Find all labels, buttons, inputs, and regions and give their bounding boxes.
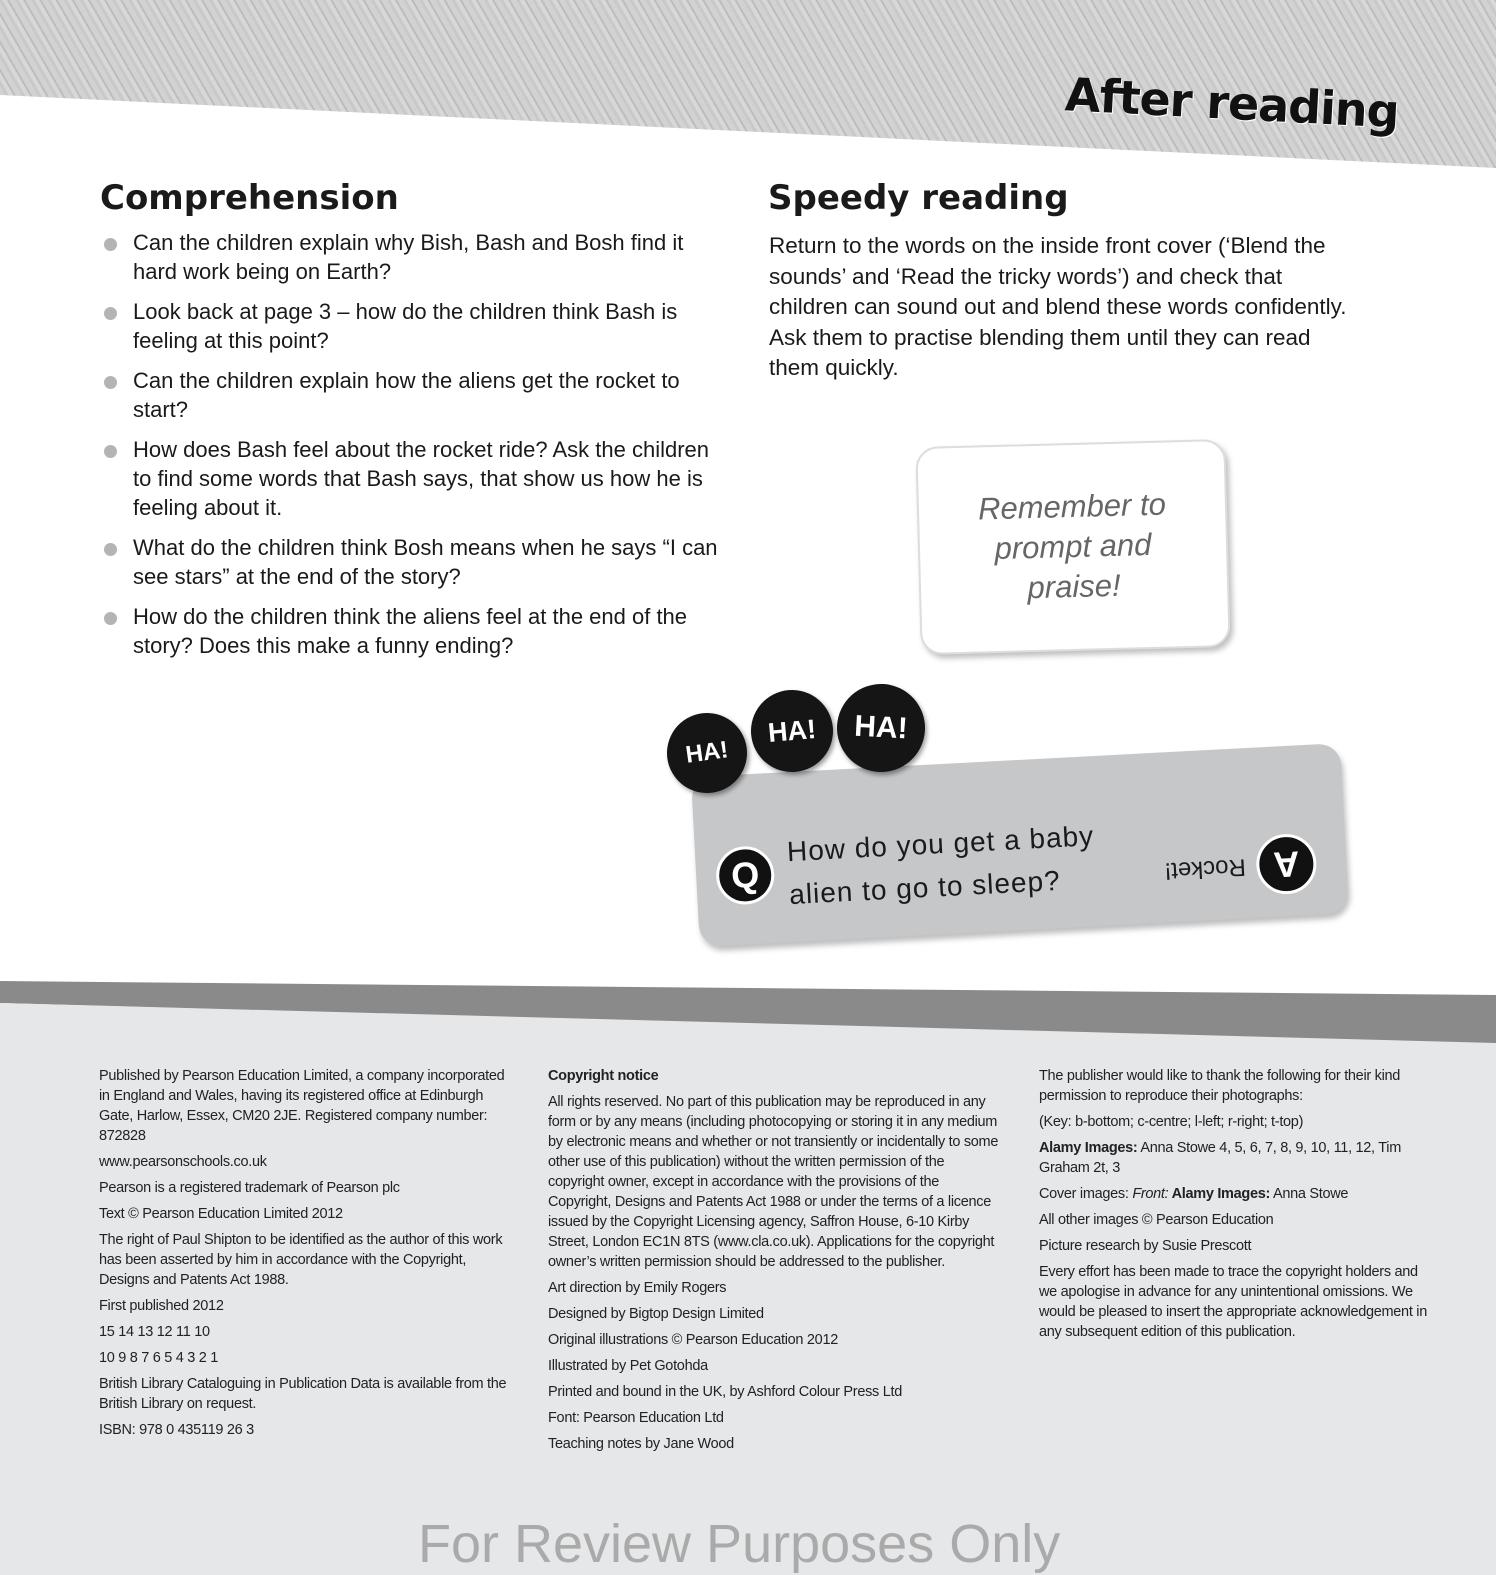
ack-label: Alamy Images: — [1039, 1140, 1138, 1156]
ack-text: (Key: b-bottom; c-centre; l-left; r-right; t-top) — [1039, 1114, 1304, 1130]
credit-text: Teaching notes by Jane Wood — [548, 1436, 734, 1452]
imprint-text: 10 9 8 7 6 5 4 3 2 1 — [99, 1350, 218, 1366]
ack-label: Alamy Images: — [1168, 1186, 1271, 1202]
ack-text: Every effort has been made to trace the copyright holders and we apologise in advance for any unintentional omissions. We would be pleased to insert the appropriate acknowledgement in any subsequent edition of this publication. — [1039, 1264, 1427, 1340]
reminder-text: Remember to prompt and praise! — [977, 486, 1167, 606]
imprint-text: The right of Paul Shipton to be identified as the author of this work has been asserted by him in accordance with the Copyright, Designs and Patents Act 1988. — [99, 1232, 503, 1288]
speedy-reading-heading: Speedy reading — [768, 178, 1069, 218]
imprint-text: 15 14 13 12 11 10 — [99, 1324, 210, 1340]
ha-bubble: HA! — [662, 708, 752, 798]
joke-question: How do you get a baby alien to go to sleep? — [786, 820, 1095, 911]
ack-text: All other images © Pearson Education — [1039, 1212, 1274, 1228]
ack-text: Picture research by Susie Prescott — [1039, 1238, 1252, 1254]
ack-text: Front: — [1132, 1186, 1169, 1202]
list-item: How does Bash feel about the rocket ride? Ask the children to find some words that Bash says, that show us how he is feeling about it. — [100, 435, 730, 522]
joke-card — [691, 743, 1349, 947]
credit-text: Font: Pearson Education Ltd — [548, 1410, 724, 1426]
speedy-reading-text: Return to the words on the inside front cover (‘Blend the sounds’ and ‘Read the tricky words’) and check that children can sound out and blend these words confidently. Ask them to practise blending them until they can read them quickly. — [769, 233, 1347, 380]
question-badge-icon: Q — [715, 845, 776, 906]
ack-text: Anna Stowe — [1270, 1186, 1349, 1202]
copyright-heading: Copyright notice — [548, 1068, 659, 1084]
list-item: How do the children think the aliens feel at the end of the story? Does this make a funny ending? — [100, 602, 730, 660]
credit-text: Printed and bound in the UK, by Ashford Colour Press Ltd — [548, 1384, 902, 1400]
ack-cover — [1039, 1184, 1429, 1204]
answer-badge-icon: A — [1255, 833, 1318, 896]
imprint-column — [99, 1066, 509, 1446]
credit-text: Illustrated by Pet Gotohda — [548, 1358, 708, 1374]
ha-bubble: HA! — [748, 687, 837, 776]
acknowledgements-column — [1039, 1066, 1429, 1348]
imprint-text: First published 2012 — [99, 1298, 224, 1314]
page-title: After reading — [1063, 67, 1400, 139]
imprint-text: Pearson is a registered trademark of Pearson plc — [99, 1180, 400, 1196]
reminder-card — [915, 439, 1230, 655]
list-item: What do the children think Bosh means when he says “I can see stars” at the end of the story? — [100, 533, 730, 591]
comprehension-list — [100, 228, 730, 671]
imprint-text: Published by Pearson Education Limited, a company incorporated in England and Wales, having its registered office at Edinburgh Gate, Harlow, Essex, CM20 2JE. Registered company number: 872828 — [99, 1068, 505, 1144]
watermark: For Review Purposes Only — [418, 1514, 1061, 1574]
list-item: Look back at page 3 – how do the children think Bash is feeling at this point? — [100, 297, 730, 355]
ack-text: Cover images: — [1039, 1186, 1133, 1202]
list-item: Can the children explain why Bish, Bash and Bosh find it hard work being on Earth? — [100, 228, 730, 286]
ha-bubble: HA! — [835, 682, 927, 774]
ack-text: Anna Stowe 4, 5, 6, 7, 8, 9, 10, 11, 12, Tim Graham 2t, 3 — [1039, 1140, 1401, 1176]
copyright-column — [548, 1066, 1003, 1460]
credit-text: Art direction by Emily Rogers — [548, 1280, 727, 1296]
credit-text: Designed by Bigtop Design Limited — [548, 1306, 764, 1322]
comprehension-heading: Comprehension — [100, 178, 399, 218]
imprint-text: www.pearsonschools.co.uk — [99, 1154, 267, 1170]
credit-text: Original illustrations © Pearson Education 2012 — [548, 1332, 838, 1348]
imprint-text: Text © Pearson Education Limited 2012 — [99, 1206, 343, 1222]
ack-alamy — [1039, 1138, 1429, 1178]
list-item: Can the children explain how the aliens get the rocket to start? — [100, 366, 730, 424]
imprint-text: British Library Cataloguing in Publication Data is available from the British Library on request. — [99, 1376, 507, 1412]
isbn-text: ISBN: 978 0 435119 26 3 — [99, 1422, 254, 1438]
copyright-text: All rights reserved. No part of this publication may be reproduced in any form or by any means (including photocopying or storing it in any medium by electronic means and whether or not transiently or incidentally to some other use of this publication) without the written permission of the copyright owner, except in accordance with the provisions of the Copyright, Designs and Patents Act 1988 or under the terms of a licence issued by the Copyright Licensing agency, Saffron House, 6-10 Kirby Street, London EC1N 8TS (www.cla.co.uk). Applications for the copyright owner’s written permission should be addressed to the publisher. — [548, 1094, 999, 1270]
ack-text: The publisher would like to thank the following for their kind permission to reproduce their photographs: — [1039, 1068, 1401, 1104]
joke-answer: Rocket! — [1163, 853, 1247, 885]
